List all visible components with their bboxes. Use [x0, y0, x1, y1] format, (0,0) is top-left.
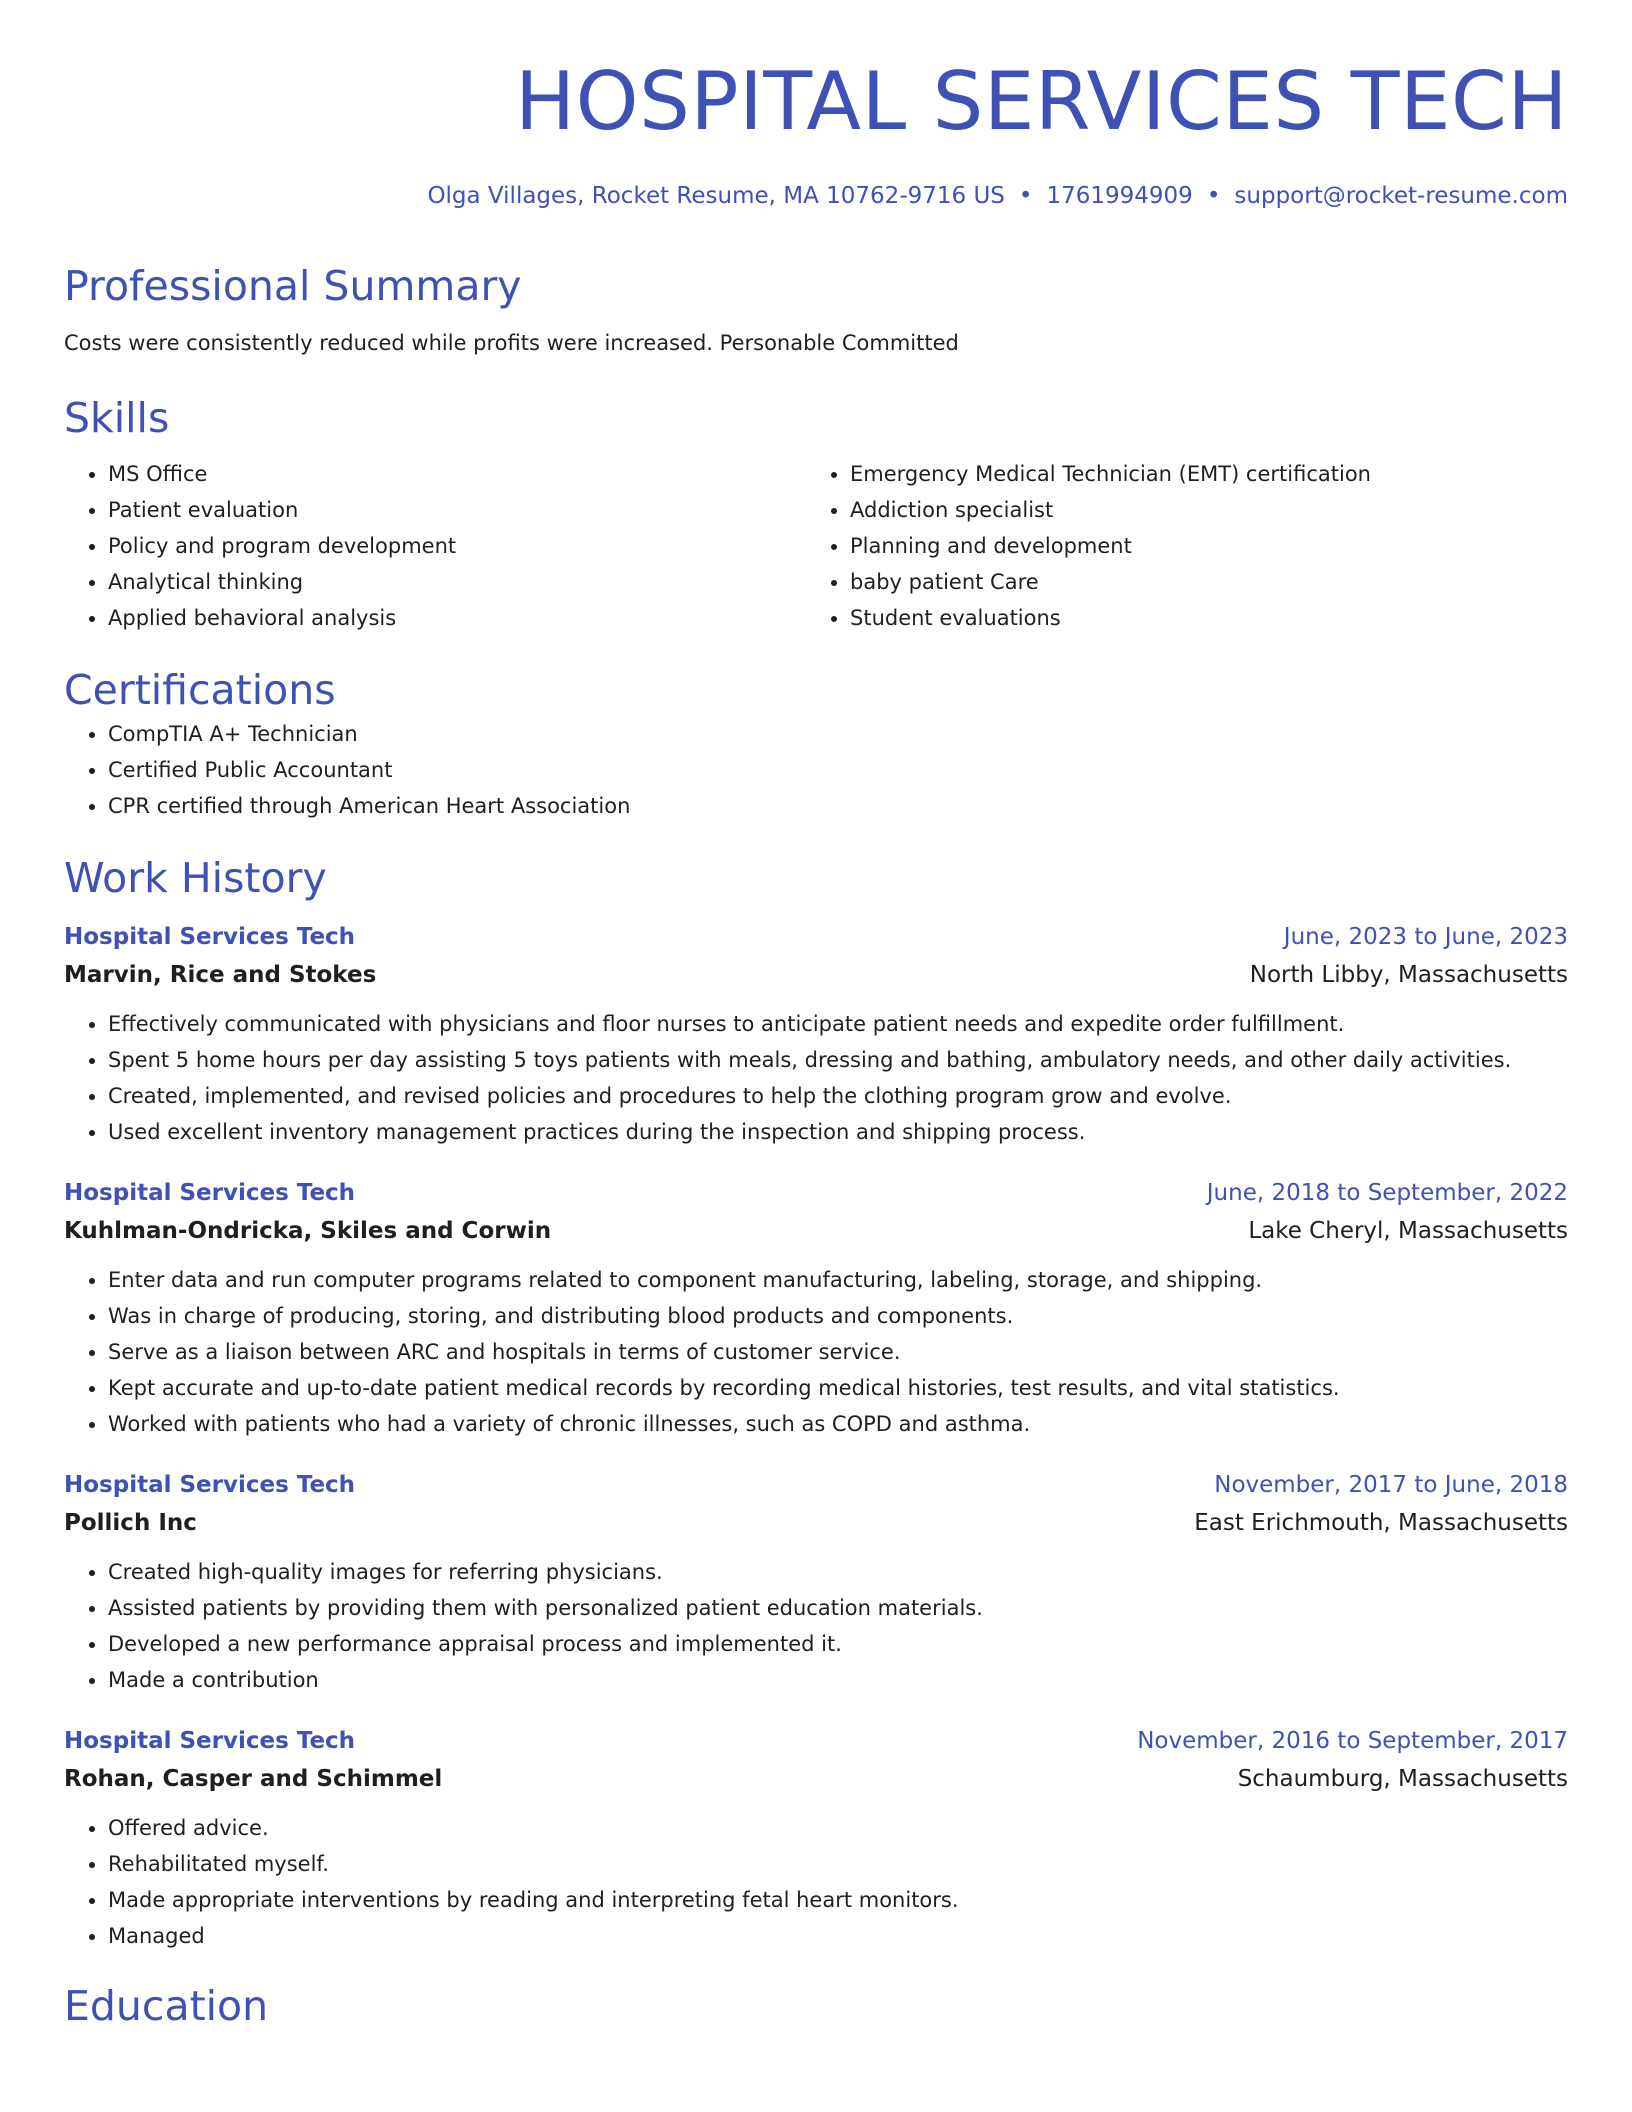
- certification-item: • CPR certified through American Heart Association: [108, 788, 1568, 824]
- resume-header: [64, 0, 1568, 212]
- job-bullet: • Made a contribution: [108, 1662, 1568, 1698]
- job-entry: [64, 918, 1568, 1150]
- work-history-list: [64, 918, 1568, 1954]
- job-entry: [64, 1174, 1568, 1442]
- job-bullet: • Managed: [108, 1918, 1568, 1954]
- skill-item: • Policy and program development: [108, 528, 806, 564]
- resume-name: HOSPITAL SERVICES TECH: [514, 55, 1568, 148]
- skills-list-right: [806, 456, 1548, 636]
- job-bullet: • Worked with patients who had a variety of chronic illnesses, such as COPD and asthma.: [108, 1406, 1568, 1442]
- contact-separator: •: [1018, 183, 1033, 209]
- job-title: Hospital Services Tech: [64, 1472, 356, 1498]
- education-heading: Education: [64, 1982, 269, 2030]
- resume-page: [64, 0, 1568, 2032]
- certifications-list: [64, 716, 1568, 824]
- job-company-row: [64, 1212, 1568, 1250]
- job-company: Marvin, Rice and Stokes: [64, 962, 377, 988]
- skills-column-left: [64, 456, 806, 636]
- skills-columns: [64, 456, 1568, 636]
- job-title: Hospital Services Tech: [64, 1728, 356, 1754]
- summary-text: Costs were consistently reduced while profits were increased. Personable Committed: [64, 331, 959, 355]
- job-dates: June, 2023 to June, 2023: [1283, 924, 1568, 950]
- job-company-row: [64, 956, 1568, 994]
- contact-email: support@rocket-resume.com: [1234, 183, 1568, 209]
- skill-item: • Emergency Medical Technician (EMT) certification: [850, 456, 1548, 492]
- job-bullet: • Serve as a liaison between ARC and hospitals in terms of customer service.: [108, 1334, 1568, 1370]
- skills-column-right: [806, 456, 1548, 636]
- job-bullets: [64, 1006, 1568, 1150]
- job-bullet: • Assisted patients by providing them with personalized patient education materials.: [108, 1590, 1568, 1626]
- job-title: Hospital Services Tech: [64, 1180, 356, 1206]
- job-title: Hospital Services Tech: [64, 924, 356, 950]
- contact-address: Olga Villages, Rocket Resume, MA 10762-9716 US: [427, 183, 1005, 209]
- skill-item: • Planning and development: [850, 528, 1548, 564]
- job-entry: [64, 1722, 1568, 1954]
- job-bullets: [64, 1554, 1568, 1698]
- job-title-row: [64, 1174, 1568, 1212]
- skill-item: • MS Office: [108, 456, 806, 492]
- job-title-row: [64, 1722, 1568, 1760]
- job-title-row: [64, 918, 1568, 956]
- job-bullet: • Was in charge of producing, storing, and distributing blood products and components.: [108, 1298, 1568, 1334]
- certifications-heading: Certifications: [64, 666, 336, 714]
- job-bullet: • Created, implemented, and revised policies and procedures to help the clothing program grow and evolve.: [108, 1078, 1568, 1114]
- job-dates: June, 2018 to September, 2022: [1206, 1180, 1568, 1206]
- certification-item: • CompTIA A+ Technician: [108, 716, 1568, 752]
- job-company: Kuhlman-Ondricka, Skiles and Corwin: [64, 1218, 552, 1244]
- job-title-row: [64, 1466, 1568, 1504]
- job-company-row: [64, 1504, 1568, 1542]
- job-bullet: • Rehabilitated myself.: [108, 1846, 1568, 1882]
- job-dates: November, 2016 to September, 2017: [1137, 1728, 1568, 1754]
- skill-item: • Applied behavioral analysis: [108, 600, 806, 636]
- job-dates: November, 2017 to June, 2018: [1214, 1472, 1568, 1498]
- skills-list-left: [64, 456, 806, 636]
- contact-separator: •: [1206, 183, 1221, 209]
- job-bullets: [64, 1810, 1568, 1954]
- job-bullet: • Developed a new performance appraisal process and implemented it.: [108, 1626, 1568, 1662]
- job-company-row: [64, 1760, 1568, 1798]
- job-bullet: • Offered advice.: [108, 1810, 1568, 1846]
- job-location: Lake Cheryl, Massachusetts: [1248, 1218, 1568, 1244]
- job-bullet: • Enter data and run computer programs related to component manufacturing, labeling, storage, and shipping.: [108, 1262, 1568, 1298]
- contact-phone: 1761994909: [1046, 183, 1193, 209]
- job-bullet: • Kept accurate and up-to-date patient medical records by recording medical histories, test results, and vital statistics.: [108, 1370, 1568, 1406]
- skill-item: • baby patient Care: [850, 564, 1548, 600]
- contact-line: [64, 180, 1568, 212]
- job-location: East Erichmouth, Massachusetts: [1194, 1510, 1568, 1536]
- job-bullet: • Created high-quality images for referring physicians.: [108, 1554, 1568, 1590]
- work-history-heading: Work History: [64, 854, 327, 902]
- skills-heading: Skills: [64, 394, 170, 442]
- job-bullet: • Used excellent inventory management practices during the inspection and shipping process.: [108, 1114, 1568, 1150]
- skill-item: • Student evaluations: [850, 600, 1548, 636]
- certification-item: • Certified Public Accountant: [108, 752, 1568, 788]
- job-location: Schaumburg, Massachusetts: [1237, 1766, 1568, 1792]
- skill-item: • Patient evaluation: [108, 492, 806, 528]
- summary-heading: Professional Summary: [64, 262, 522, 310]
- job-bullet: • Spent 5 home hours per day assisting 5 toys patients with meals, dressing and bathing, ambulatory needs, and other daily activities.: [108, 1042, 1568, 1078]
- job-bullet: • Effectively communicated with physicians and floor nurses to anticipate patient needs and expedite order fulfillment.: [108, 1006, 1568, 1042]
- job-company: Rohan, Casper and Schimmel: [64, 1766, 443, 1792]
- skill-item: • Analytical thinking: [108, 564, 806, 600]
- job-location: North Libby, Massachusetts: [1249, 962, 1568, 988]
- job-bullet: • Made appropriate interventions by reading and interpreting fetal heart monitors.: [108, 1882, 1568, 1918]
- skill-item: • Addiction specialist: [850, 492, 1548, 528]
- job-bullets: [64, 1262, 1568, 1442]
- job-entry: [64, 1466, 1568, 1698]
- job-company: Pollich Inc: [64, 1510, 197, 1536]
